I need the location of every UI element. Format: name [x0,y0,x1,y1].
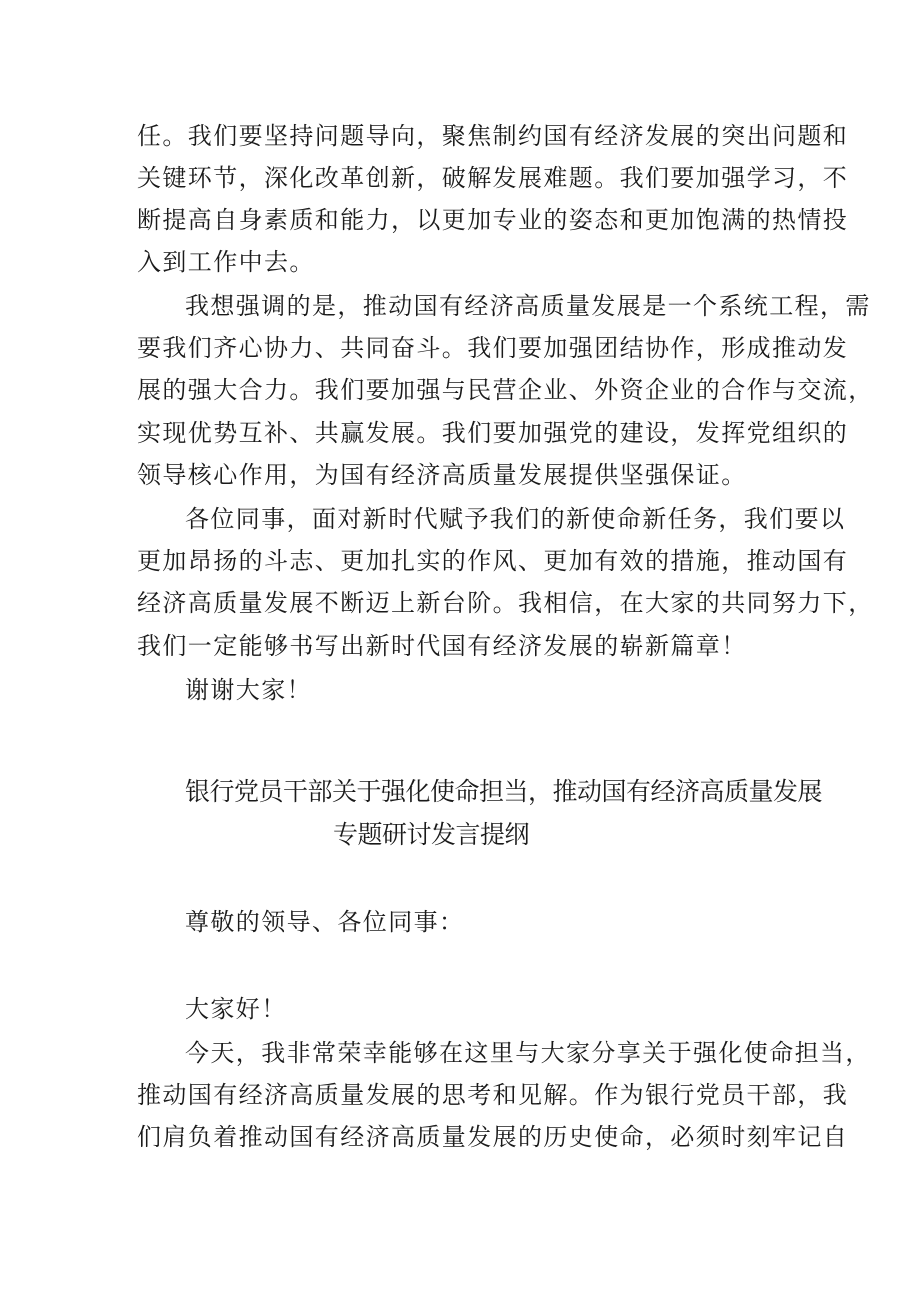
paragraph-line: 们肩负着推动国有经济高质量发展的历史使命，必须时刻牢记自 [137,1123,849,1151]
paragraph-line: 更加昂扬的斗志、更加扎实的作风、更加有效的措施，推动国有 [137,547,849,575]
greeting: 大家好！ [185,995,287,1023]
paragraph-line: 各位同事，面对新时代赋予我们的新使命新任务，我们要以 [185,505,846,533]
document-subtitle: 专题研讨发言提纲 [333,820,530,849]
paragraph-line: 入到工作中去。 [137,248,315,276]
paragraph-line: 领导核心作用，为国有经济高质量发展提供坚强保证。 [137,461,747,489]
paragraph-line: 展的强大合力。我们要加强与民营企业、外资企业的合作与交流， [137,376,874,404]
closing-line: 谢谢大家！ [185,676,312,704]
paragraph-line: 要我们齐心协力、共同奋斗。我们要加强团结协作，形成推动发 [137,334,849,362]
paragraph-line: 任。我们要坚持问题导向，聚焦制约国有经济发展的突出问题和 [137,122,849,150]
paragraph-line: 我们一定能够书写出新时代国有经济发展的崭新篇章！ [137,632,747,660]
paragraph-line: 推动国有经济高质量发展的思考和见解。作为银行党员干部，我 [137,1081,849,1109]
paragraph-line: 经济高质量发展不断迈上新台阶。我相信，在大家的共同努力下， [137,589,874,617]
paragraph-line: 实现优势互补、共赢发展。我们要加强党的建设，发挥党组织的 [137,419,849,447]
document-title: 银行党员干部关于强化使命担当，推动国有经济高质量发展 [185,777,823,806]
paragraph-line: 今天，我非常荣幸能够在这里与大家分享关于强化使命担当， [185,1039,871,1067]
paragraph-line: 我想强调的是，推动国有经济高质量发展是一个系统工程，需 [185,292,871,320]
paragraph-line: 断提高自身素质和能力，以更加专业的姿态和更加饱满的热情投 [137,206,849,234]
salutation: 尊敬的领导、各位同事： [185,908,465,936]
paragraph-line: 关键环节，深化改革创新，破解发展难题。我们要加强学习，不 [137,164,849,192]
